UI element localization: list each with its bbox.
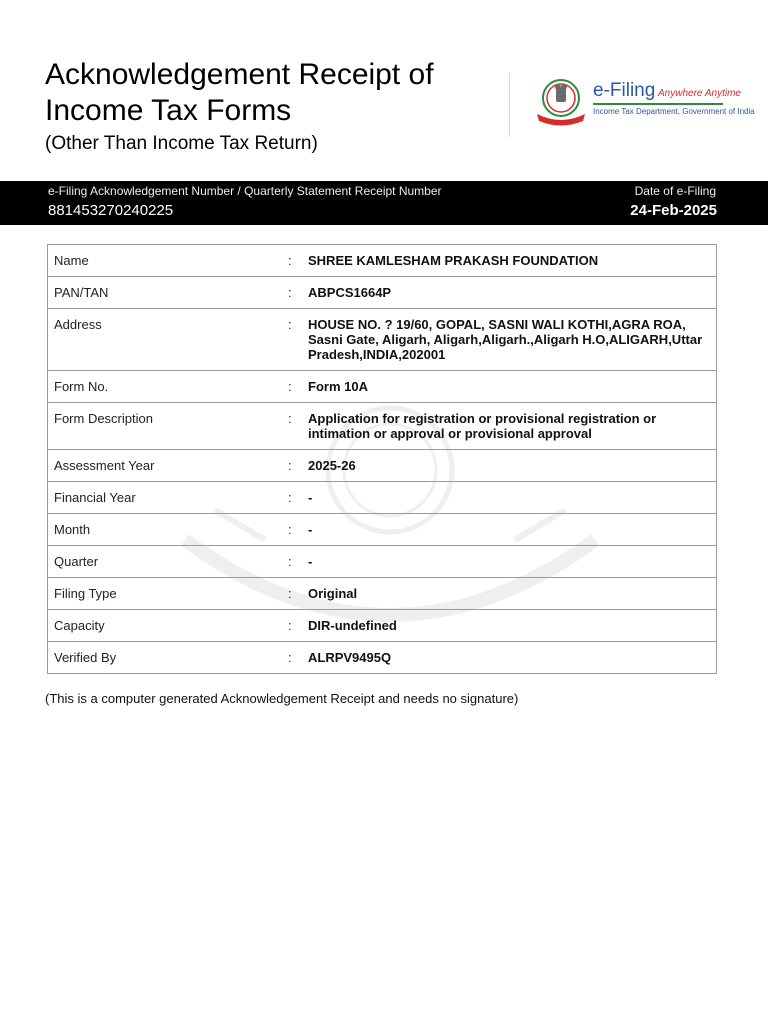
- row-label-financial-year: Financial Year: [48, 482, 283, 514]
- emblem-seal-icon: [534, 76, 590, 126]
- row-separator: :: [282, 245, 302, 277]
- page-title: Acknowledgement Receipt of Income Tax Forms: [45, 58, 434, 127]
- row-label-address: Address: [48, 309, 283, 371]
- row-value-quarter: -: [302, 546, 717, 578]
- row-value-address: HOUSE NO. ? 19/60, GOPAL, SASNI WALI KOTHI,AGRA ROA, Sasni Gate, Aligarh, Aligarh,Aligarh.,Aligarh H.O,ALIGARH,Uttar Pradesh,INDIA,202001: [302, 309, 717, 371]
- ack-number-label: e-Filing Acknowledgement Number / Quarterly Statement Receipt Number: [48, 184, 442, 198]
- row-separator: :: [282, 482, 302, 514]
- row-separator: :: [282, 277, 302, 309]
- row-label-assessment-year: Assessment Year: [48, 450, 283, 482]
- efiling-logo: [534, 76, 755, 126]
- table-row: [48, 277, 717, 309]
- row-separator: :: [282, 514, 302, 546]
- logo-department: Income Tax Department, Government of India: [593, 107, 755, 116]
- row-label-month: Month: [48, 514, 283, 546]
- row-value-assessment-year: 2025-26: [302, 450, 717, 482]
- row-value-financial-year: -: [302, 482, 717, 514]
- row-separator: :: [282, 450, 302, 482]
- table-row: [48, 546, 717, 578]
- row-label-quarter: Quarter: [48, 546, 283, 578]
- row-label-capacity: Capacity: [48, 610, 283, 642]
- row-separator: :: [282, 371, 302, 403]
- acknowledgement-band: [0, 181, 768, 225]
- row-separator: :: [282, 610, 302, 642]
- row-label-form-description: Form Description: [48, 403, 283, 450]
- row-label-verified-by: Verified By: [48, 642, 283, 674]
- header-divider: [509, 73, 510, 137]
- logo-rule: [593, 103, 723, 105]
- row-separator: :: [282, 546, 302, 578]
- row-separator: :: [282, 309, 302, 371]
- receipt-details-table: [47, 244, 717, 674]
- row-value-form-no: Form 10A: [302, 371, 717, 403]
- table-row: [48, 309, 717, 371]
- row-value-name: SHREE KAMLESHAM PRAKASH FOUNDATION: [302, 245, 717, 277]
- row-value-capacity: DIR-undefined: [302, 610, 717, 642]
- table-row: [48, 403, 717, 450]
- row-label-pan: PAN/TAN: [48, 277, 283, 309]
- footer-note: (This is a computer generated Acknowledgement Receipt and needs no signature): [45, 691, 519, 706]
- row-value-verified-by: ALRPV9495Q: [302, 642, 717, 674]
- row-separator: :: [282, 578, 302, 610]
- row-value-form-description: Application for registration or provisional registration or intimation or approval or provisional approval: [302, 403, 717, 450]
- row-value-filing-type: Original: [302, 578, 717, 610]
- table-row: [48, 371, 717, 403]
- table-row: [48, 642, 717, 674]
- row-label-form-no: Form No.: [48, 371, 283, 403]
- table-row: [48, 482, 717, 514]
- table-row: [48, 578, 717, 610]
- row-label-name: Name: [48, 245, 283, 277]
- row-value-month: -: [302, 514, 717, 546]
- table-row: [48, 245, 717, 277]
- table-row: [48, 450, 717, 482]
- logo-brand: e-Filing: [593, 80, 656, 101]
- row-separator: :: [282, 642, 302, 674]
- ack-number-value: 881453270240225: [48, 202, 174, 219]
- logo-tagline: Anywhere Anytime: [658, 88, 741, 99]
- page-subtitle: (Other Than Income Tax Return): [45, 133, 318, 154]
- row-label-filing-type: Filing Type: [48, 578, 283, 610]
- table-row: [48, 610, 717, 642]
- row-value-pan: ABPCS1664P: [302, 277, 717, 309]
- table-row: [48, 514, 717, 546]
- row-separator: :: [282, 403, 302, 450]
- efiling-date-label: Date of e-Filing: [634, 184, 716, 198]
- efiling-date-value: 24-Feb-2025: [630, 202, 717, 219]
